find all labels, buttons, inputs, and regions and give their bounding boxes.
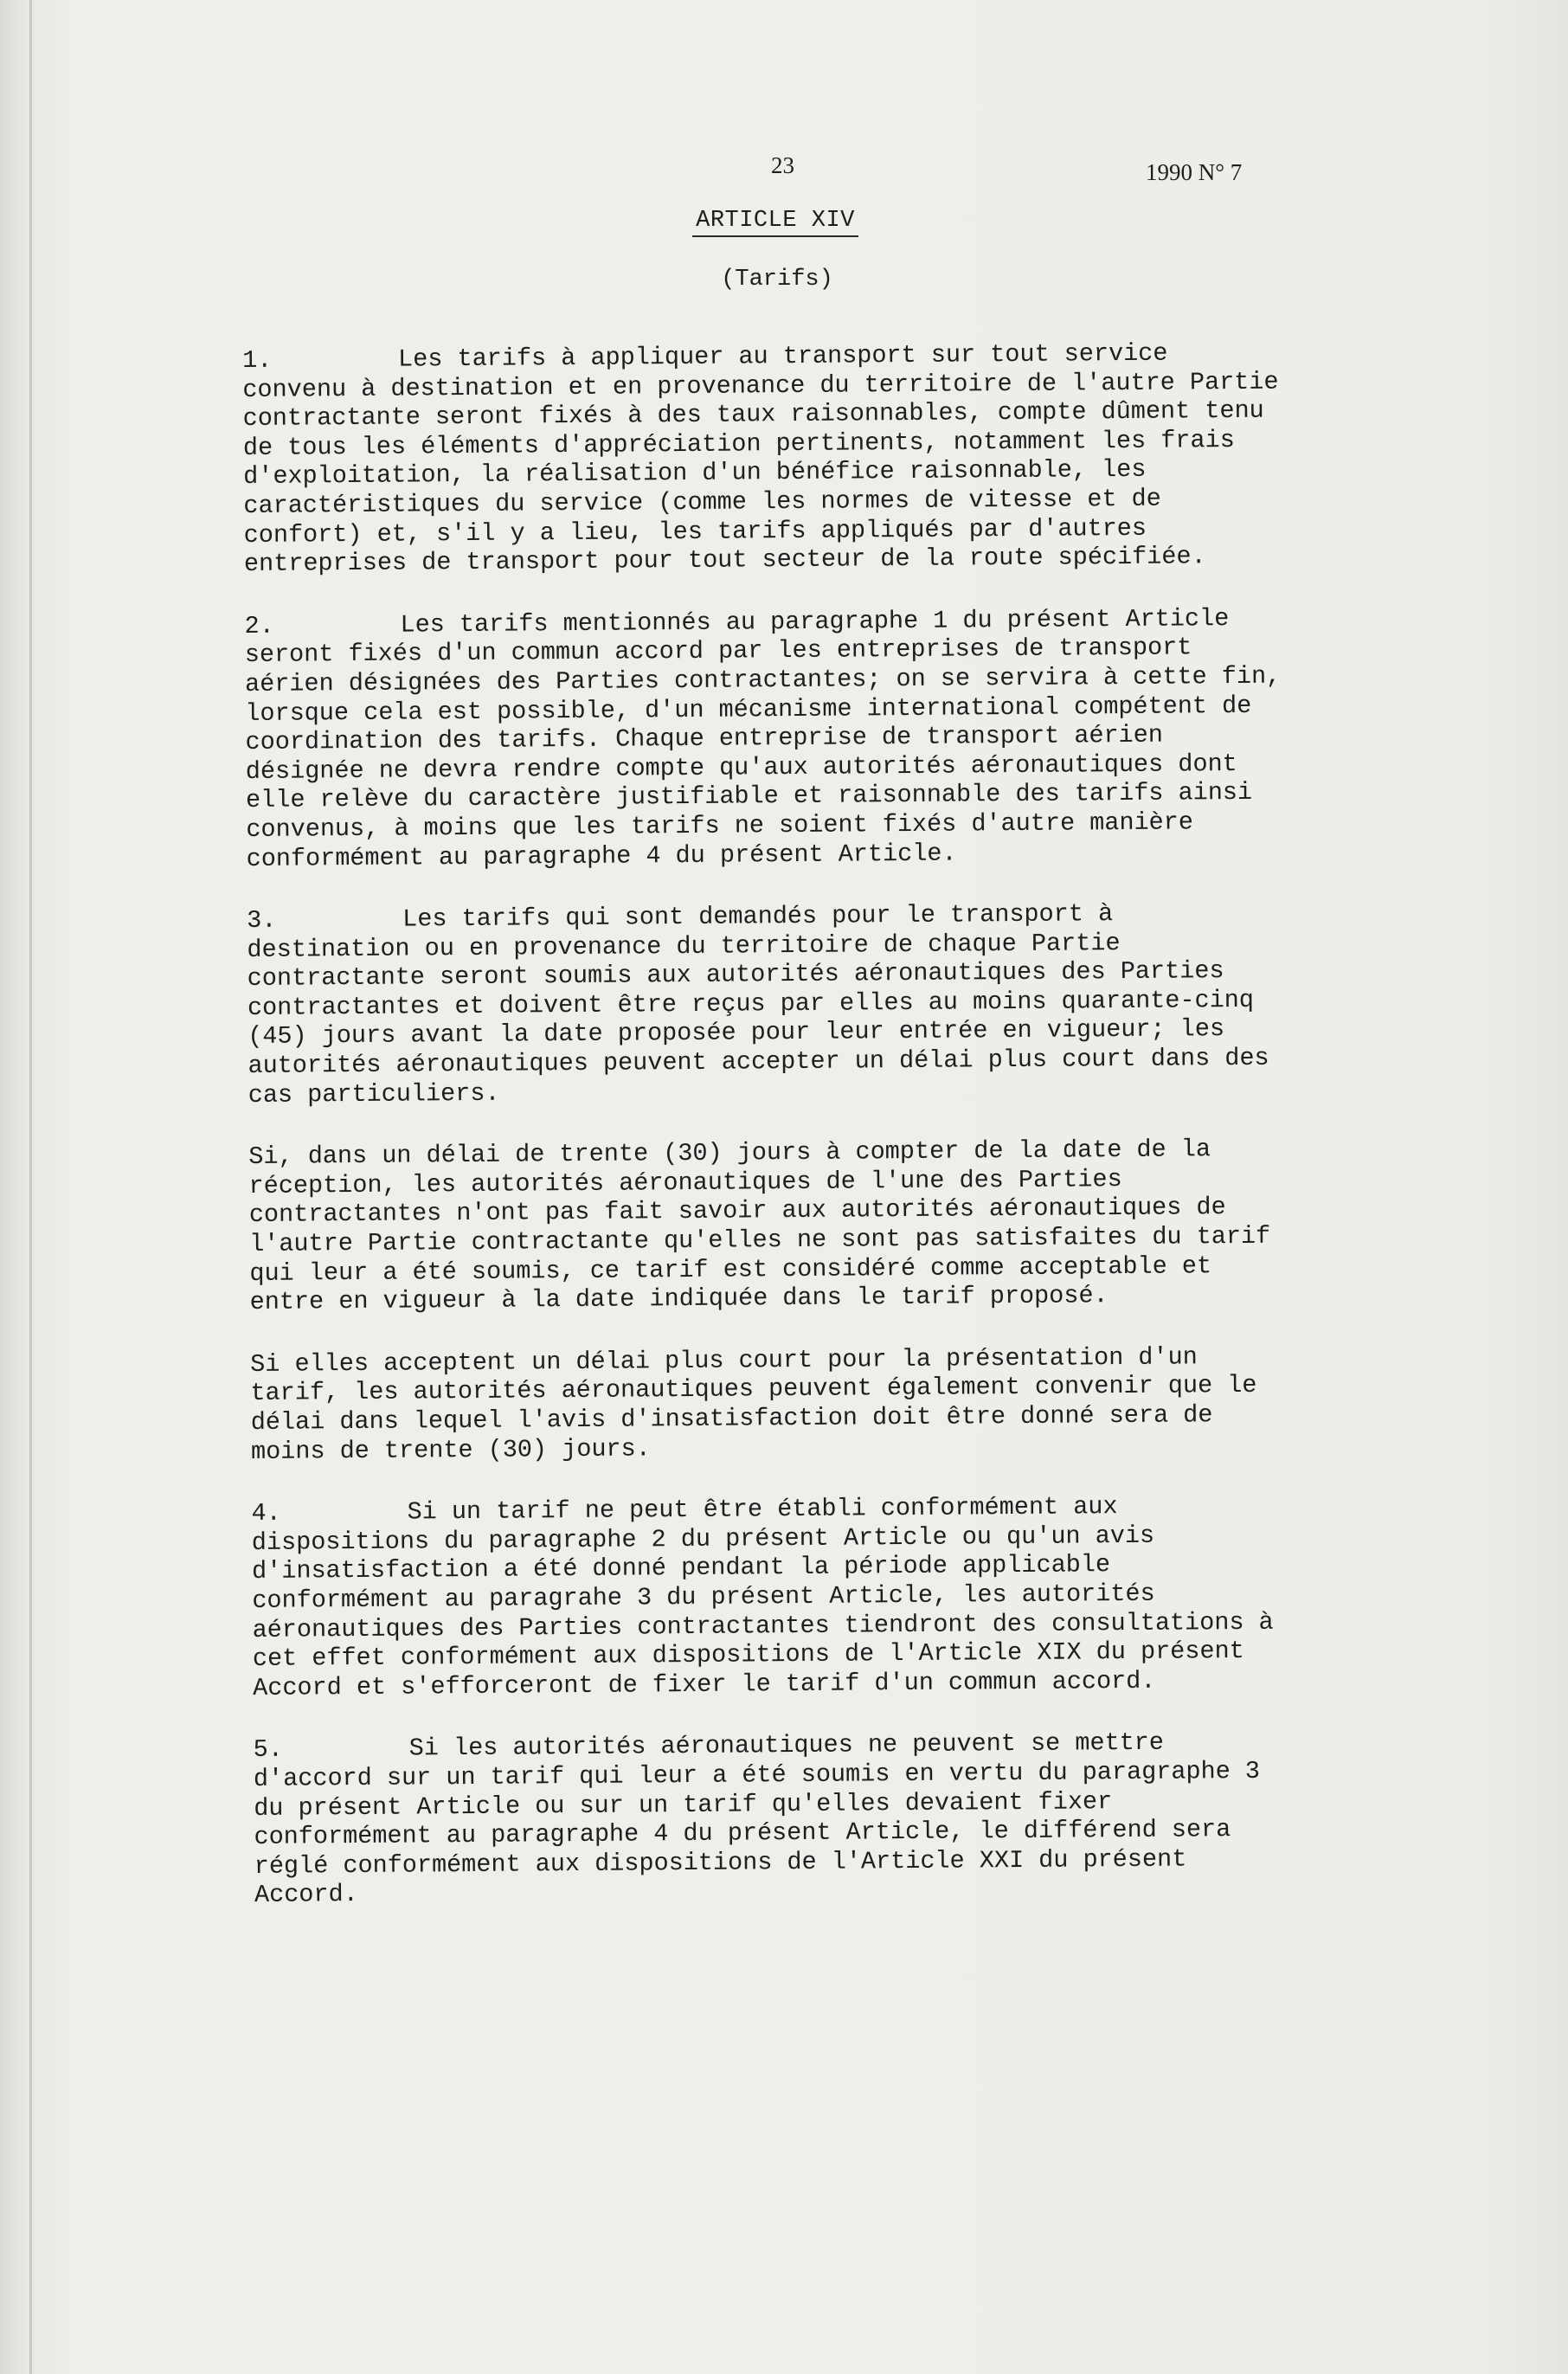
paragraph-text: Si elles acceptent un délai plus court pour la présentation d'un tarif, les autorités aéronautiques peuvent également convenir que le délai dans lequel l'avis d'insatisfaction doit être donné sera de moins de trente (30) jours. [250, 1342, 1272, 1466]
paragraph-text: Si, dans un délai de trente (30) jours à compter de la date de la réception, les autorités aéronautiques de l'une des Parties contractantes n'ont pas fait savoir aux autorités aéronautiques de l'autre Partie contractante qu'elles ne sont pas satisfaites du tarif qui leur a été soumis, ce tarif est considéré comme acceptable et entre en vigueur à la date indiquée dans le tarif proposé. [248, 1135, 1286, 1317]
paragraph [247, 898, 1287, 1110]
binding-edge [29, 0, 32, 2374]
paragraph [251, 1491, 1291, 1703]
paragraph-number: 3. [247, 905, 277, 936]
journal-issue-number: 1990 N° 7 [1146, 159, 1243, 185]
paragraph-number: 2. [244, 611, 274, 640]
paragraph [250, 1341, 1289, 1466]
paragraph-number: 5. [253, 1735, 284, 1765]
paragraph [248, 1135, 1288, 1317]
paragraph-number: 1. [242, 345, 273, 375]
paragraph-text: Si les autorités aéronautiques ne peuvent se mettre d'accord sur un tarif qui leur a été soumis en vertu du paragraphe 3 du présent Article ou sur un tarif qu'elles devaient fixer conformément au paragraphe 4 du présent Article, le différend sera réglé conformément aux dispositions de l'Article XXI du présent Accord. [253, 1727, 1276, 1910]
paragraph-number: 4. [251, 1498, 281, 1528]
article-subtitle: (Tarifs) [721, 267, 833, 293]
paragraph-text: Les tarifs à appliquer au transport sur tout service convenu à destination et en provenance du territoire de l'autre Partie contractante seront fixés à des taux raisonnables, compte dûment tenu de tous les éléments d'appréciation pertinents, notamment les frais d'exploitation, la réalisation d'un bénéfice raisonnable, les caractéristiques du service (comme les normes de vitesse et de confort) et, s'il y a lieu, les tarifs appliqués par d'autres entreprises de transport pour tout secteur de la route spécifiée. [242, 338, 1294, 579]
paragraph-text: Les tarifs qui sont demandés pour le transport à destination ou en provenance du territoire de chaque Partie contractante seront soumis aux autorités aéronautiques des Parties contractantes et doivent être reçus par elles au moins quarante-cinq (45) jours avant la date proposée pour leur entrée en vigueur; les autorités aéronautiques peuvent accepter un délai plus court dans des cas particuliers. [247, 899, 1284, 1110]
article-body [242, 338, 1296, 1943]
paragraph-text: Les tarifs mentionnés au paragraphe 1 du présent Article seront fixés d'un commun accord par les entreprises de transport aérien désignées des Parties contractantes; on se servira à cette fin, lorsque cela est possible, d'un mécanisme international compétent de coordination des tarifs. Chaque entreprise de transport aérien désignée ne devra rendre compte qu'aux autorités aéronautiques dont elle relève du caractère justifiable et raisonnable des tarifs ainsi convenus, à moins que les tarifs ne soient fixés d'autre manière conformément au paragraphe 4 du présent Article. [244, 603, 1296, 873]
page-header [0, 152, 1568, 187]
paragraph [254, 1727, 1294, 1910]
paragraph [244, 603, 1296, 873]
page-number: 23 [771, 152, 794, 178]
article-title [0, 208, 1568, 237]
paragraph [242, 338, 1294, 579]
paragraph-text: Si un tarif ne peut être établi conformément aux dispositions du paragraphe 2 du présent Article ou qu'un avis d'insatisfaction a été donné pendant la période applicable conformément au paragrahe 3 du présent Article, les autorités aéronautiques des Parties contractantes tiendront des consultations à cet effet conformément aux dispositions de l'Article XIX du présent Accord et s'efforceront de fixer le tarif d'un commun accord. [251, 1492, 1288, 1702]
article-title-text: ARTICLE XIV [692, 208, 858, 237]
